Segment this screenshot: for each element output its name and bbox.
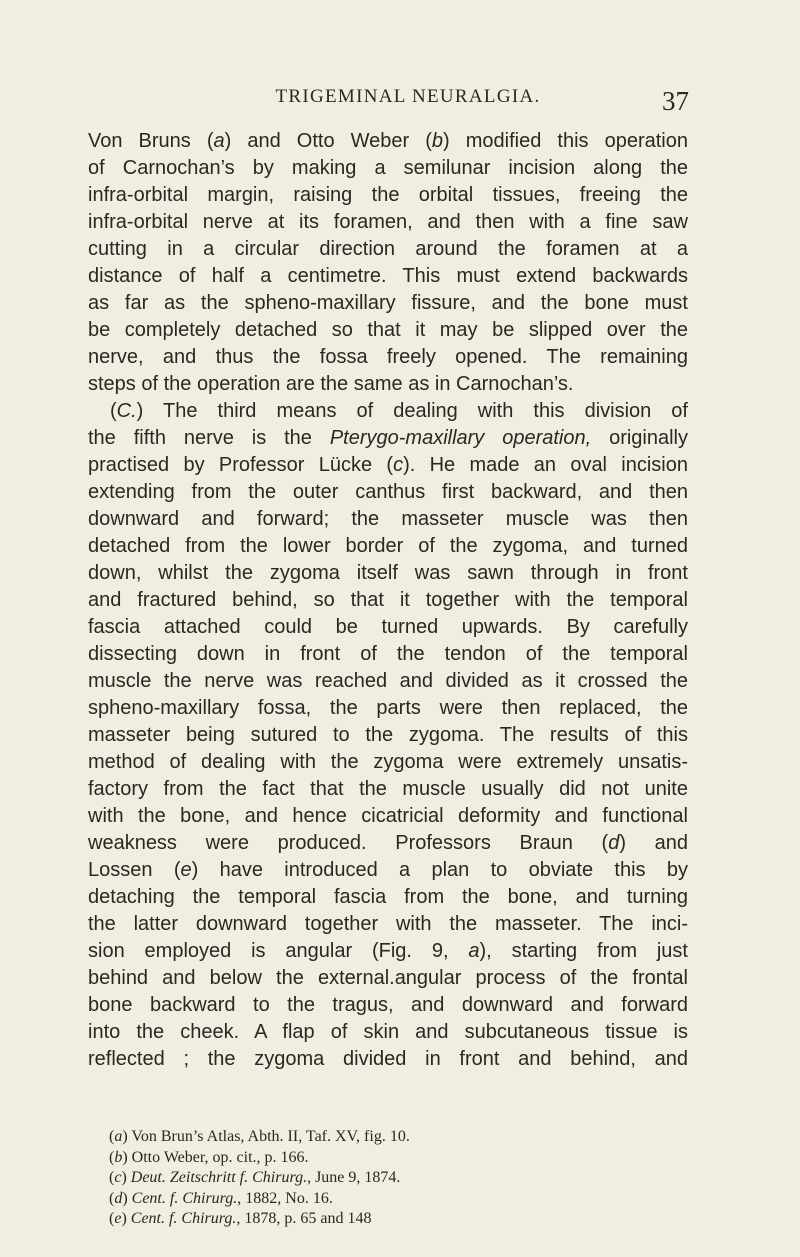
text-line xyxy=(88,857,688,884)
text-run: weakness were produced. Professors Braun ( xyxy=(88,832,609,854)
running-head: TRIGEMINAL NEURALGIA. xyxy=(275,86,541,107)
text-run: ) xyxy=(121,1210,131,1227)
text-line xyxy=(88,533,688,560)
footnote xyxy=(109,1168,689,1189)
text-run: detached from the lower border of the zygoma, and turned xyxy=(88,535,688,557)
text-run: ). He made an oval incision xyxy=(403,454,688,476)
text-run: originally xyxy=(591,427,688,449)
text-run: muscle the nerve was reached and divided as it crossed the xyxy=(88,670,688,692)
text-run: infra-orbital margin, raising the orbital tissues, freeing the xyxy=(88,184,688,206)
text-run: of Carnochan’s by making a semilunar incision along the xyxy=(88,157,688,179)
italic-run: a xyxy=(213,130,225,152)
italic-run: Pterygo-maxillary operation, xyxy=(329,427,592,449)
text-line xyxy=(88,803,688,830)
italic-run: Deut. Zeitschritt f. Chirurg. xyxy=(130,1169,308,1186)
text-run: ) Von Brun’s Atlas, Abth. II, Taf. XV, fig. 10. xyxy=(122,1128,410,1145)
text-line xyxy=(88,560,688,587)
text-run: reflected ; the zygoma divided in front and behind, and xyxy=(88,1048,688,1070)
text-run: be completely detached so that it may be slipped over the xyxy=(88,319,688,341)
text-run: Von Bruns ( xyxy=(88,130,214,152)
italic-run: b xyxy=(431,130,444,152)
text-run: and fractured behind, so that it together with the temporal xyxy=(88,589,688,611)
text-run: ( xyxy=(109,1210,115,1227)
italic-run: d xyxy=(608,832,620,854)
italic-run: e xyxy=(180,859,192,881)
text-line xyxy=(88,398,688,425)
footnote xyxy=(109,1127,689,1148)
text-run: spheno-maxillary fossa, the parts were then replaced, the xyxy=(88,697,688,719)
text-line xyxy=(88,425,688,452)
italic-run: Cent. f. Chirurg. xyxy=(130,1210,237,1227)
text-run: fascia attached could be turned upwards. By carefully xyxy=(88,616,688,638)
footnote xyxy=(109,1189,689,1210)
page-number: 37 xyxy=(662,86,689,116)
footnote xyxy=(109,1148,689,1169)
text-line xyxy=(88,1019,688,1046)
italic-run: C. xyxy=(116,400,137,422)
text-run: into the cheek. A flap of skin and subcutaneous tissue is xyxy=(88,1021,688,1043)
text-run: ) and xyxy=(619,832,689,854)
text-run: ) The third means of dealing with this division of xyxy=(136,400,688,422)
text-run: the fifth nerve is the xyxy=(88,427,330,449)
text-run: behind and below the external.angular process of the frontal xyxy=(88,967,688,989)
text-run: ( xyxy=(109,1169,115,1186)
text-line xyxy=(88,911,688,938)
text-line xyxy=(88,479,688,506)
text-line xyxy=(88,641,688,668)
text-run: with the bone, and hence cicatricial deformity and functional xyxy=(88,805,688,827)
text-line xyxy=(88,695,688,722)
text-run: , 1878, p. 65 and 148 xyxy=(236,1210,372,1227)
text-line xyxy=(88,290,688,317)
text-run: ) xyxy=(122,1189,132,1207)
italic-run: b xyxy=(114,1148,123,1166)
text-run: infra-orbital nerve at its foramen, and then with a fine saw xyxy=(88,211,688,233)
text-line xyxy=(88,452,688,479)
text-run: method of dealing with the zygoma were extremely unsatis- xyxy=(88,751,688,773)
text-run: down, whilst the zygoma itself was sawn through in front xyxy=(88,562,688,584)
text-line xyxy=(88,506,688,533)
text-run: Lossen ( xyxy=(88,859,181,881)
text-run: ( xyxy=(109,1189,115,1207)
text-run: ( xyxy=(109,1128,115,1145)
italic-run: a xyxy=(468,940,480,962)
text-run: sion employed is angular (Fig. 9, xyxy=(88,940,469,962)
text-run: the latter downward together with the masseter. The inci- xyxy=(88,913,688,935)
text-run: ) Otto Weber, op. cit., p. 166. xyxy=(122,1148,309,1166)
text-run: , June 9, 1874. xyxy=(307,1169,401,1186)
text-line xyxy=(88,263,688,290)
italic-run: c xyxy=(114,1169,122,1186)
text-run: detaching the temporal fascia from the bone, and turning xyxy=(88,886,688,908)
text-line xyxy=(88,938,688,965)
text-run: nerve, and thus the fossa freely opened. The remaining xyxy=(88,346,688,368)
text-line xyxy=(88,776,688,803)
text-line xyxy=(88,749,688,776)
text-run: downward and forward; the masseter muscle was then xyxy=(88,508,688,530)
text-line xyxy=(88,317,688,344)
text-run: as far as the spheno-maxillary fissure, and the bone must xyxy=(88,292,688,314)
text-line xyxy=(88,1046,688,1073)
text-run: dissecting down in front of the tendon of the temporal xyxy=(88,643,688,665)
italic-run: e xyxy=(114,1210,122,1227)
text-line xyxy=(88,722,688,749)
text-run: extending from the outer canthus first backward, and then xyxy=(88,481,688,503)
text-run: cutting in a circular direction around the foramen at a xyxy=(88,238,688,260)
page-header xyxy=(0,86,800,116)
text-line xyxy=(88,884,688,911)
footnotes xyxy=(109,1127,689,1230)
italic-run: a xyxy=(114,1128,123,1145)
text-run: steps of the operation are the same as in Carnochan’s. xyxy=(88,373,574,395)
text-line xyxy=(88,830,688,857)
text-run: ( xyxy=(109,1148,115,1166)
text-line xyxy=(88,587,688,614)
text-run: ) have introduced a plan to obviate this by xyxy=(191,859,688,881)
italic-run: d xyxy=(114,1189,123,1207)
text-line xyxy=(88,182,688,209)
text-line xyxy=(88,668,688,695)
text-run: bone backward to the tragus, and downward and forward xyxy=(88,994,688,1016)
text-run: masseter being sutured to the zygoma. The results of this xyxy=(88,724,688,746)
text-line xyxy=(88,209,688,236)
footnote xyxy=(109,1209,689,1230)
text-line xyxy=(88,614,688,641)
text-line xyxy=(88,155,688,182)
text-run: factory from the fact that the muscle usually did not unite xyxy=(88,778,688,800)
text-run: ) and Otto Weber ( xyxy=(224,130,432,152)
text-run: practised by Professor Lücke ( xyxy=(88,454,394,476)
text-run: ) modified this operation xyxy=(443,130,688,152)
italic-run: Cent. f. Chirurg. xyxy=(131,1189,238,1207)
body-text xyxy=(88,128,688,1073)
text-line xyxy=(88,236,688,263)
text-line xyxy=(88,371,688,398)
text-line xyxy=(88,344,688,371)
text-run: ( xyxy=(110,400,117,422)
text-line xyxy=(88,128,688,155)
text-run: ), starting from just xyxy=(479,940,688,962)
text-line xyxy=(88,965,688,992)
italic-run: c xyxy=(393,454,404,476)
text-line xyxy=(88,992,688,1019)
text-run: distance of half a centimetre. This must extend backwards xyxy=(88,265,688,287)
text-run: , 1882, No. 16. xyxy=(237,1189,333,1207)
text-run: ) xyxy=(121,1169,131,1186)
